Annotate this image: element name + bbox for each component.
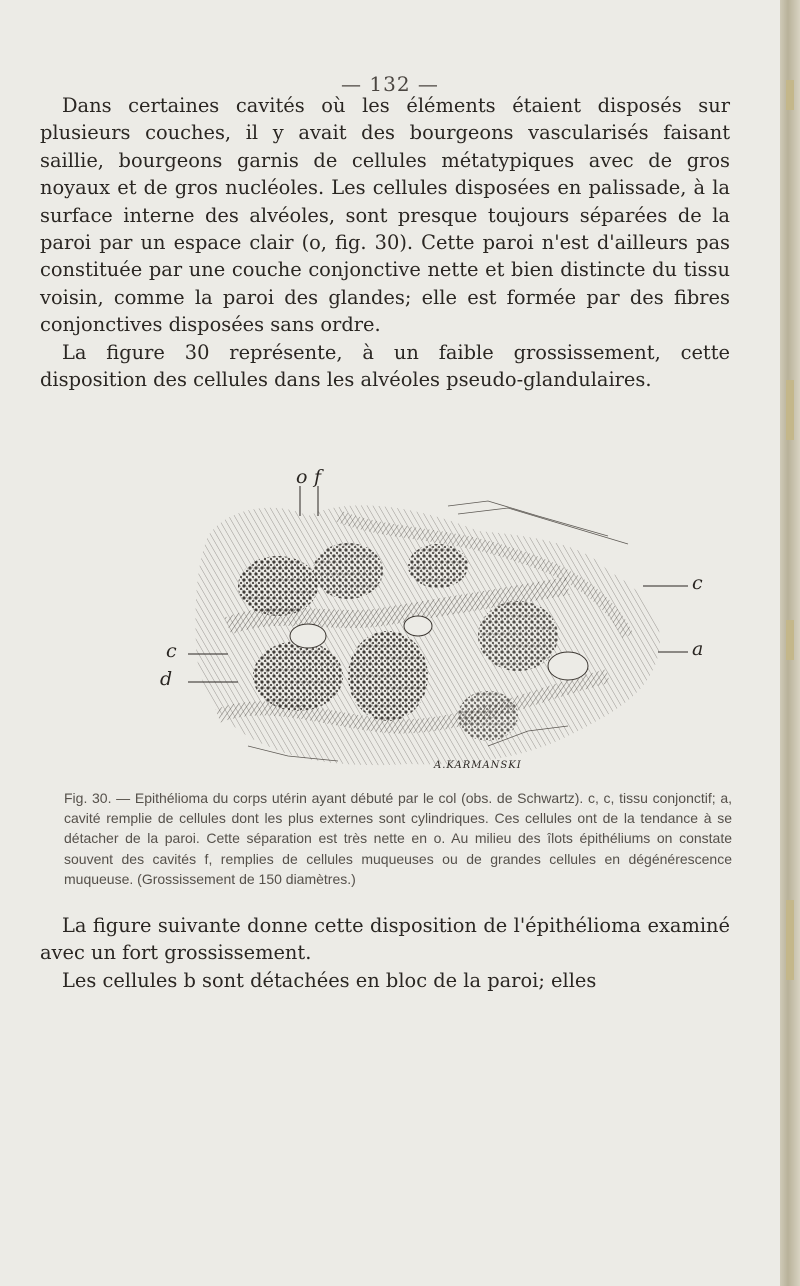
paragraph: Les cellules b sont détachées en bloc de la paroi; elles — [62, 968, 597, 992]
figure-label-a: a — [692, 638, 704, 660]
figure-caption — [64, 788, 732, 889]
page-number: — 132 — — [341, 72, 439, 96]
body-text-bottom — [40, 912, 730, 994]
paragraph: La figure suivante donne cette disposition de l'épithélioma examiné avec un fort grossissement. — [40, 914, 730, 965]
body-text-top — [40, 92, 730, 393]
engraver-signature: A.KARMANSKI — [434, 760, 522, 771]
figure-label-f: f — [314, 466, 322, 488]
figure-label-d: d — [160, 668, 173, 690]
figure-30-illustration — [160, 466, 748, 776]
paragraph: Dans certaines cavités où les éléments étaient disposés sur plusieurs couches, il y avait des bourgeons vascularisés faisant saillie, bourgeons garnis de cellules métatypiques avec de gros noyaux et de gros nucléoles. Les cellules disposées en palissade, à la surface interne des alvéoles, sont presque toujours séparées de la paroi par un espace clair (o, fig. 30). Cette paroi n'est d'ailleurs pas constituée par une couche conjonctive nette et bien distincte du tissu voisin, comme la paroi des glandes; elle est formée par des fibres conjonctives disposées sans ordre. — [40, 94, 730, 337]
figure-label-o: o — [296, 466, 308, 488]
histology-engraving — [188, 476, 748, 776]
caption-text: Fig. 30. — Epithélioma du corps utérin ayant débuté par le col (obs. de Schwartz). c, c, tissu conjonctif; a, cavité remplie de cellules dont les plus externes sont cylindriques. Ces cellules ont de la tendance à se détacher de la paroi. Cette séparation est très nette en o. Au milieu des îlots épithéliums on constate souvent des cavités f, remplies de cellules muqueuses ou de grandes cellules en dégénérescence muqueuse. (Grossissement de 150 diamètres.) — [64, 790, 732, 887]
paragraph: La figure 30 représente, à un faible grossissement, cette disposition des cellules dans les alvéoles pseudo-glandulaires. — [40, 340, 730, 392]
adjacent-page-edge — [780, 0, 800, 1286]
figure-label-c-right: c — [692, 572, 703, 594]
figure-label-c-left: c — [166, 640, 177, 662]
